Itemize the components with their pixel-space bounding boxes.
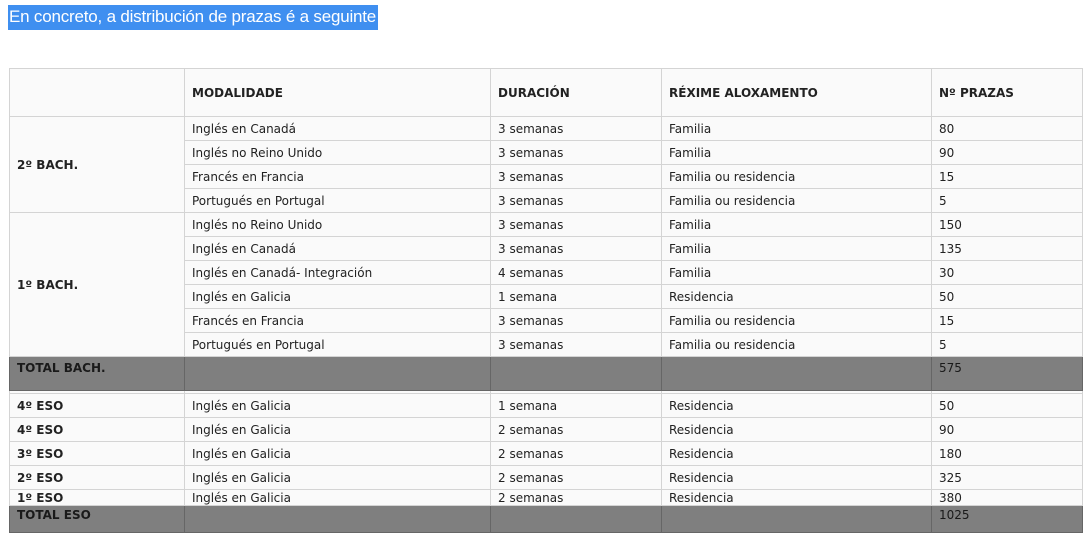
rexime-cell: Familia ou residencia (662, 189, 932, 213)
total-eso-label: TOTAL ESO (10, 506, 185, 533)
header-modalidade: MODALIDADE (185, 69, 491, 117)
modalidade-cell: Portugués en Portugal (185, 189, 491, 213)
header-duracion: DURACIÓN (491, 69, 662, 117)
rexime-cell: Familia (662, 117, 932, 141)
total-empty-cell (491, 357, 662, 391)
rexime-cell: Familia (662, 237, 932, 261)
duracion-cell: 2 semanas (491, 442, 662, 466)
places-table (9, 68, 1083, 533)
rexime-cell: Familia (662, 213, 932, 237)
duracion-cell: 2 semanas (491, 418, 662, 442)
rexime-cell: Residencia (662, 394, 932, 418)
prazas-cell: 50 (932, 285, 1083, 309)
modalidade-cell: Francés en Francia (185, 309, 491, 333)
modalidade-cell: Inglés en Galicia (185, 442, 491, 466)
prazas-cell: 30 (932, 261, 1083, 285)
modalidade-cell: Inglés en Galicia (185, 490, 491, 506)
duracion-cell: 3 semanas (491, 333, 662, 357)
prazas-cell: 15 (932, 165, 1083, 189)
rexime-cell: Familia ou residencia (662, 165, 932, 189)
duracion-cell: 3 semanas (491, 237, 662, 261)
prazas-cell: 80 (932, 117, 1083, 141)
level-cell: 4º ESO (10, 394, 185, 418)
section-heading: En concreto, a distribución de prazas é a seguinte (8, 5, 378, 30)
total-empty-cell (662, 357, 932, 391)
total-eso-row (10, 506, 1083, 533)
rexime-cell: Residencia (662, 285, 932, 309)
prazas-cell: 180 (932, 442, 1083, 466)
table-row (10, 490, 1083, 506)
prazas-cell: 5 (932, 333, 1083, 357)
total-bach-label: TOTAL BACH. (10, 357, 185, 391)
total-bach-value: 575 (932, 357, 1083, 391)
table-row (10, 117, 1083, 141)
total-bach-row (10, 357, 1083, 391)
rexime-cell: Residencia (662, 418, 932, 442)
total-eso-value: 1025 (932, 506, 1083, 533)
modalidade-cell: Inglés en Galicia (185, 394, 491, 418)
duracion-cell: 4 semanas (491, 261, 662, 285)
duracion-cell: 1 semana (491, 285, 662, 309)
duracion-cell: 3 semanas (491, 141, 662, 165)
duracion-cell: 3 semanas (491, 189, 662, 213)
total-empty-cell (491, 506, 662, 533)
level-cell: 4º ESO (10, 418, 185, 442)
modalidade-cell: Inglés en Canadá (185, 117, 491, 141)
header-rexime: RÉXIME ALOXAMENTO (662, 69, 932, 117)
table-header-row (10, 69, 1083, 117)
level-cell: 2º ESO (10, 466, 185, 490)
modalidade-cell: Inglés en Canadá- Integración (185, 261, 491, 285)
prazas-cell: 50 (932, 394, 1083, 418)
modalidade-cell: Inglés no Reino Unido (185, 141, 491, 165)
prazas-cell: 325 (932, 466, 1083, 490)
rexime-cell: Residencia (662, 490, 932, 506)
prazas-cell: 150 (932, 213, 1083, 237)
duracion-cell: 1 semana (491, 394, 662, 418)
modalidade-cell: Francés en Francia (185, 165, 491, 189)
rexime-cell: Residencia (662, 442, 932, 466)
prazas-cell: 135 (932, 237, 1083, 261)
rexime-cell: Residencia (662, 466, 932, 490)
duracion-cell: 2 semanas (491, 466, 662, 490)
level-cell: 3º ESO (10, 442, 185, 466)
header-prazas: Nº PRAZAS (932, 69, 1083, 117)
table-row (10, 442, 1083, 466)
modalidade-cell: Inglés en Galicia (185, 466, 491, 490)
total-empty-cell (185, 357, 491, 391)
prazas-cell: 90 (932, 141, 1083, 165)
prazas-cell: 5 (932, 189, 1083, 213)
prazas-cell: 380 (932, 490, 1083, 506)
level-cell-1-bach: 1º BACH. (10, 213, 185, 357)
level-cell-2-bach: 2º BACH. (10, 117, 185, 213)
modalidade-cell: Portugués en Portugal (185, 333, 491, 357)
total-empty-cell (662, 506, 932, 533)
table-row (10, 418, 1083, 442)
modalidade-cell: Inglés no Reino Unido (185, 213, 491, 237)
duracion-cell: 3 semanas (491, 213, 662, 237)
table-row (10, 394, 1083, 418)
rexime-cell: Familia ou residencia (662, 309, 932, 333)
duracion-cell: 3 semanas (491, 165, 662, 189)
modalidade-cell: Inglés en Canadá (185, 237, 491, 261)
total-empty-cell (185, 506, 491, 533)
level-cell: 1º ESO (10, 490, 185, 506)
rexime-cell: Familia (662, 141, 932, 165)
header-level (10, 69, 185, 117)
rexime-cell: Familia ou residencia (662, 333, 932, 357)
rexime-cell: Familia (662, 261, 932, 285)
modalidade-cell: Inglés en Galicia (185, 418, 491, 442)
prazas-cell: 15 (932, 309, 1083, 333)
table-row (10, 466, 1083, 490)
modalidade-cell: Inglés en Galicia (185, 285, 491, 309)
table-row (10, 213, 1083, 237)
duracion-cell: 2 semanas (491, 490, 662, 506)
duracion-cell: 3 semanas (491, 117, 662, 141)
duracion-cell: 3 semanas (491, 309, 662, 333)
prazas-cell: 90 (932, 418, 1083, 442)
